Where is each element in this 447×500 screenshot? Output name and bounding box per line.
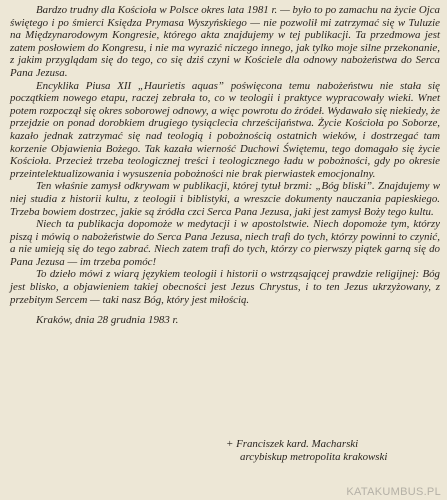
signature-name: + Franciszek kard. Macharski — [226, 438, 359, 450]
signature-title: arcybiskup metropolita krakowski — [240, 451, 388, 463]
signature — [226, 438, 387, 464]
page — [10, 4, 440, 496]
paragraph-3: Ten właśnie zamysł odkrywam w publikacji, której tytuł brzmi: „Bóg bliski”. Znajdujemy w niej studia z historii kultu, z teologii i biblistyki, a wreszcie dokumenty nauczania papieskiego. Trzeba bowiem dostrzec, jakie są źródła czci Serca Pana Jezusa, jaki jest zamysł Boży tego kultu. — [10, 180, 440, 218]
date-line: Kraków, dnia 28 grudnia 1983 r. — [36, 314, 179, 327]
paragraph-2: Encyklika Piusa XII „Haurietis aquas” poświęcona temu nabożeństwu nie stała się początkiem nowego etapu, raczej zebrała to, co w teologii i praktyce wypracowały wieki. Wnet potem rozpoczął się okres soborowej odnowy, a więc powrotu do źródeł. Wydawało się niekiedy, że przejdzie on ponad dorobkiem drugiego tysiąclecia chrześcijaństwa. Życie Kościoła po Soborze, kazało jednak zatrzymać się nad teologią i pobożnością ostatnich wieków, i dostrzegać tam korzenie Objawienia Bożego. Tak kazała wierność Duchowi Świętemu, tego domagało się życie Kościoła. Przecież trzeba teologicznej treści i teologicznego ładu w pobożności, gdy po okresie przeintelektualizowania i wysuszenia pobożności nie brak pierwiastek emocjonalny. — [10, 79, 440, 180]
paragraph-5: To dzieło mówi z wiarą językiem teologii i historii o wstrząsającej prawdzie religijnej: Bóg jest blisko, a objawieniem takiej obecności jest Jezus Chrystus, i to ten Jezus ukrzyżowany, z przebitym Sercem — taki nasz Bóg, który jest miłością. — [10, 268, 440, 306]
watermark: KATAKUMBUS.PL — [346, 486, 441, 498]
paragraph-1: Bardzo trudny dla Kościoła w Polsce okres lata 1981 r. — było to po zamachu na życie Ojca świętego i po śmierci Księdza Prymasa Wyszyńskiego — nie pozwolił mi zatrzymać się w Tuluzie na Międzynarodowym Kongresie, którego akta znajdujemy w tej publikacji. Ta przedmowa jest zatem posłowiem do Kongresu, i nie ma wyrazić niczego innego, jak tylko moje silne przekonanie, z jakim przyglądam się do tego, co się dziś czyni w Kościele dla odnowy nabożeństwa do Serca Pana Jezusa. — [10, 4, 440, 79]
paragraph-4: Niech ta publikacja dopomoże w medytacji i w apostolstwie. Niech dopomoże tym, którzy piszą i mówią o nabożeństwie do Serca Pana Jezusa, niech trafi do tych, którzy powinni to czynić, a nie umieją się do tego zabrać. Niech zatem trafi do tych, którzy co pierwszy piątek garną się do Pana Jezusa — im trzeba pomóc! — [10, 218, 440, 268]
